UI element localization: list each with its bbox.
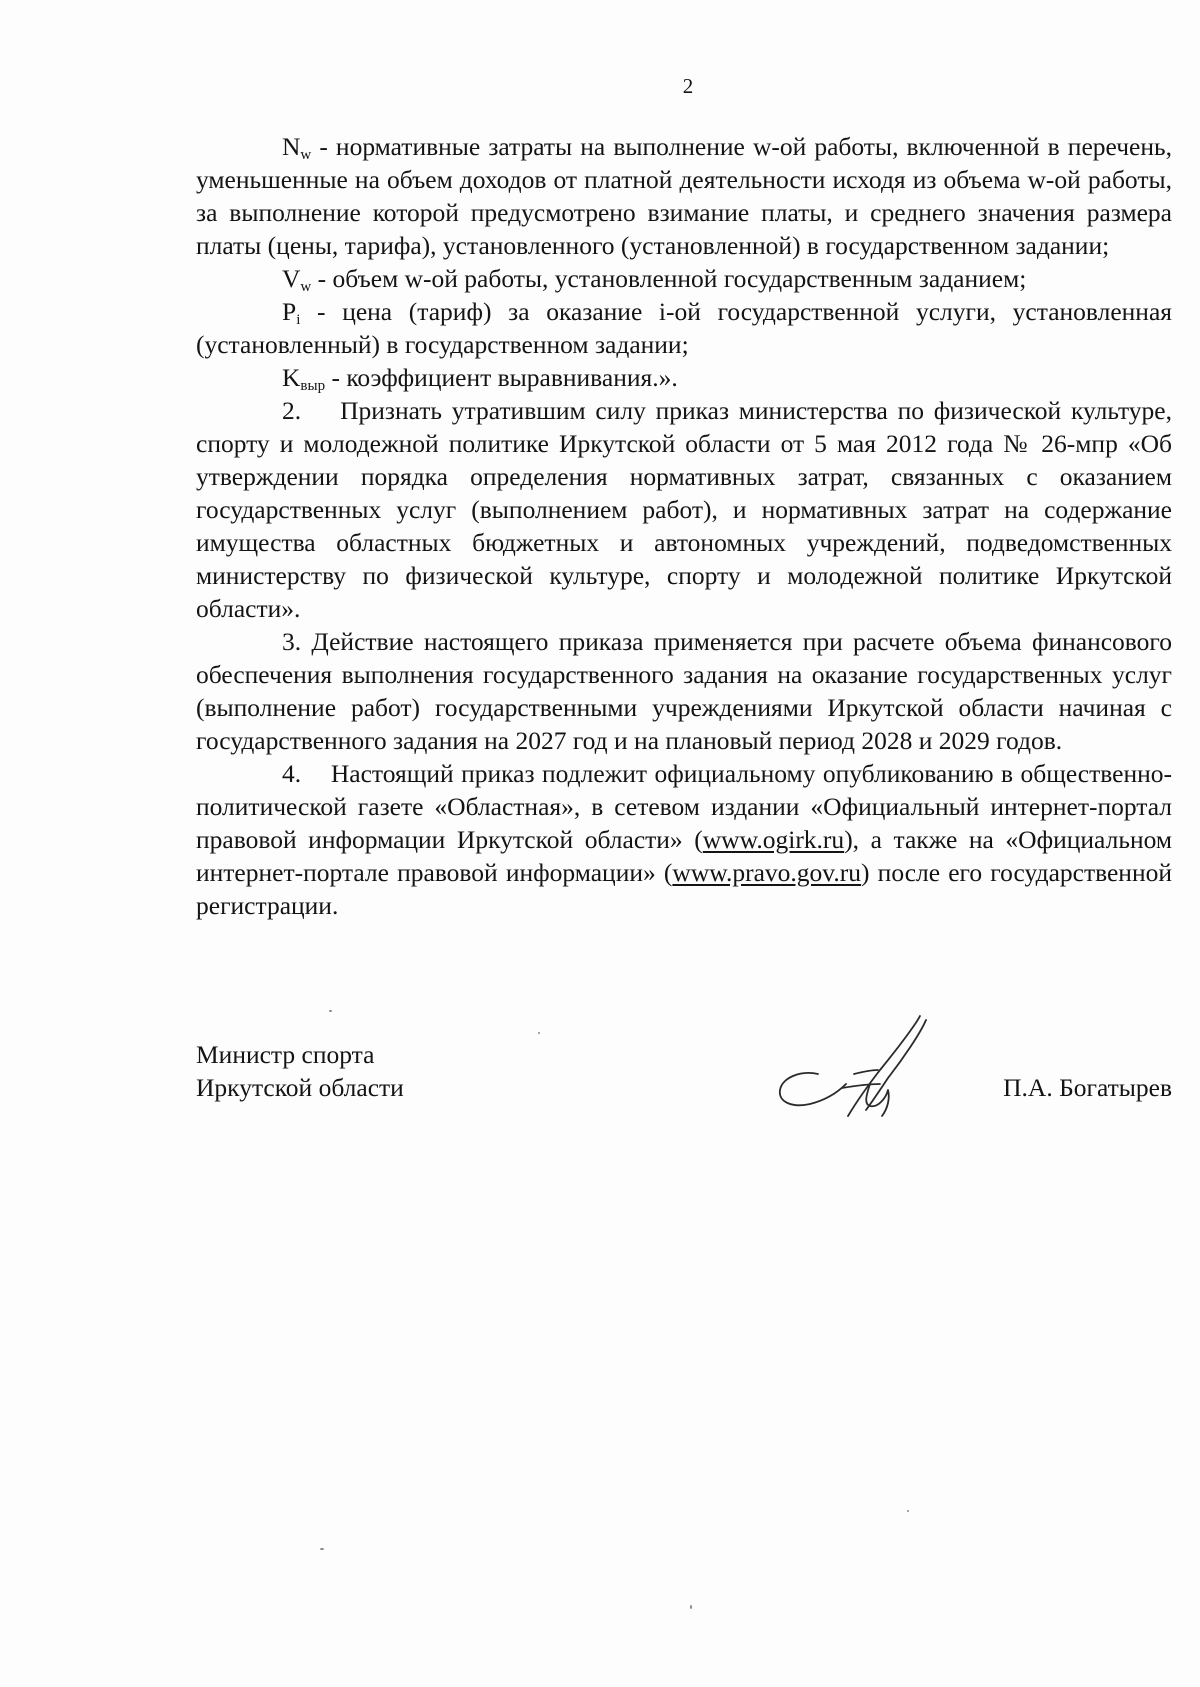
- scan-speck: [907, 1510, 909, 1512]
- publication-text: ) после его государственной регистрации.: [196, 858, 1179, 920]
- document-body: [196, 130, 1179, 922]
- paragraph-pi-definition: [196, 295, 1172, 361]
- signer-title-line-1: Министр спорта: [196, 1040, 375, 1069]
- paragraph-vw-definition: [196, 262, 1172, 295]
- symbol-p: P: [282, 297, 297, 326]
- publication-text: ), а также на «Официальном интернет-портале правовой информации» (: [196, 825, 1179, 887]
- paragraph-item-4: [196, 757, 1179, 922]
- definition-text: - коэффициент выравнивания.».: [325, 363, 678, 392]
- publication-text: 4. Настоящий приказ подлежит официальному опубликованию в общественно-политической газете «Областная», в сетевом издании «Официальный интернет-портал правовой информации Иркутской области» (: [196, 759, 1179, 854]
- page-number: 2: [682, 74, 694, 98]
- paragraph-k-definition: [196, 361, 1172, 394]
- symbol-k: K: [282, 363, 301, 392]
- scan-speck: [329, 1010, 332, 1012]
- signature-block: [196, 1038, 1172, 1148]
- signer-title-line-2: Иркутской области: [196, 1073, 404, 1102]
- signer-name: П.А. Богатырев: [1003, 1073, 1172, 1102]
- paragraph-item-3: 3. Действие настоящего приказа применяется при расчете объема финансового обеспечения выполнения государственного задания на оказание государственных услуг (выполнение работ) государственными учреждениями Иркутской области начиная с государственного задания на 2027 год и на плановый период 2028 и 2029 годов.: [196, 627, 1172, 755]
- subscript-w: w: [300, 147, 312, 163]
- paragraph-nw-definition: [196, 130, 1172, 262]
- scan-speck: [538, 1032, 540, 1034]
- scan-speck: [320, 1548, 324, 1550]
- subscript-i: i: [296, 312, 301, 328]
- link-ogirk[interactable]: www.ogirk.ru: [702, 825, 845, 854]
- definition-text: - объем w-ой работы, установленной государственным заданием;: [311, 264, 1027, 293]
- definition-text: - цена (тариф) за оказание i-ой государственной услуги, установленная (установленный) в государственном задании;: [196, 297, 1172, 359]
- subscript-vyr: выр: [300, 378, 326, 394]
- subscript-w: w: [300, 279, 312, 295]
- definition-text: - нормативные затраты на выполнение w-ой работы, включенной в перечень, уменьшенные на объем доходов от платной деятельности исходя из объема w-ой работы, за выполнение которой предусмотрено взимание платы, и среднего значения размера платы (цены, тарифа), установленного (установленной) в государственном задании;: [196, 132, 1172, 260]
- symbol-v: V: [282, 264, 301, 293]
- signer-title: [196, 1038, 404, 1104]
- handwritten-signature-icon: [770, 1012, 970, 1132]
- scan-speck: [690, 1605, 692, 1609]
- paragraph-item-2: 2. Признать утратившим силу приказ министерства по физической культуре, спорту и молодежной политике Иркутской области от 5 мая 2012 года № 26-мпр «Об утверждении порядка определения нормативных затрат, связанных с оказанием государственных услуг (выполнением работ), и нормативных затрат на содержание имущества областных бюджетных и автономных учреждений, подведомственных министерству по физической культуре, спорту и молодежной политике Иркутской области».: [196, 396, 1179, 623]
- link-pravo[interactable]: www.pravo.gov.ru: [672, 858, 862, 887]
- symbol-n: N: [282, 132, 301, 161]
